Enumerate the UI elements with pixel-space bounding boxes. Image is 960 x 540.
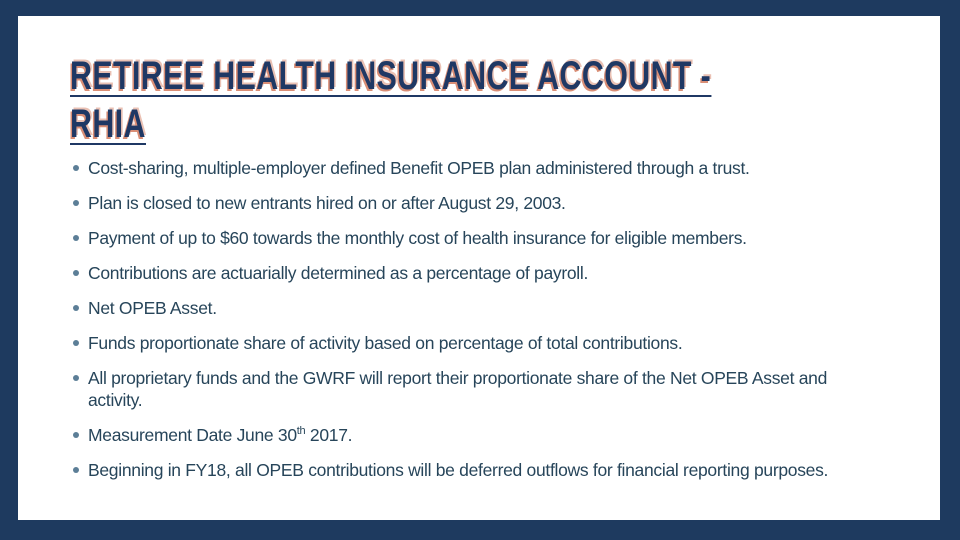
bullet-text-post: 2017. (305, 425, 353, 445)
bullet-item-measurement-date (71, 424, 881, 446)
bullet-item-plan-closed (71, 192, 881, 214)
bullet-text: Funds proportionate share of activity based on percentage of total contributions. (88, 333, 683, 353)
bullet-item-funds-share (71, 332, 881, 354)
bullet-item-fy18-outflows (71, 459, 881, 481)
bullet-text: Payment of up to $60 towards the monthly cost of health insurance for eligible members. (88, 228, 747, 248)
title-line-2-text: RHIA (70, 102, 146, 146)
bullet-text-pre: Measurement Date June 30 (88, 425, 297, 445)
slide-title (70, 54, 711, 150)
bullet-text: Net OPEB Asset. (88, 298, 217, 318)
bullet-text: Plan is closed to new entrants hired on or after August 29, 2003. (88, 193, 566, 213)
bullet-text: Beginning in FY18, all OPEB contributions will be deferred outflows for financial reporting purposes. (88, 460, 829, 480)
bullet-item-payment (71, 227, 881, 249)
bullet-item-net-opeb-asset (71, 297, 881, 319)
bullet-text-superscript: th (296, 425, 306, 438)
bullet-text: Contributions are actuarially determined as a percentage of payroll. (88, 263, 589, 283)
bullet-text: Cost-sharing, multiple-employer defined Benefit OPEB plan administered through a trust. (88, 158, 750, 178)
title-line-1-text: RETIREE HEALTH INSURANCE ACCOUNT - (70, 54, 712, 98)
bullet-item-cost-sharing (71, 157, 881, 179)
bullet-list (71, 157, 881, 494)
title-line-1 (70, 54, 711, 99)
slide-content-panel (18, 16, 940, 520)
bullet-text: All proprietary funds and the GWRF will report their proportionate share of the Net OPEB Asset and activity. (88, 368, 828, 410)
bullet-item-contributions (71, 262, 881, 284)
title-line-2 (70, 102, 711, 147)
bullet-item-proprietary-funds (71, 367, 881, 411)
